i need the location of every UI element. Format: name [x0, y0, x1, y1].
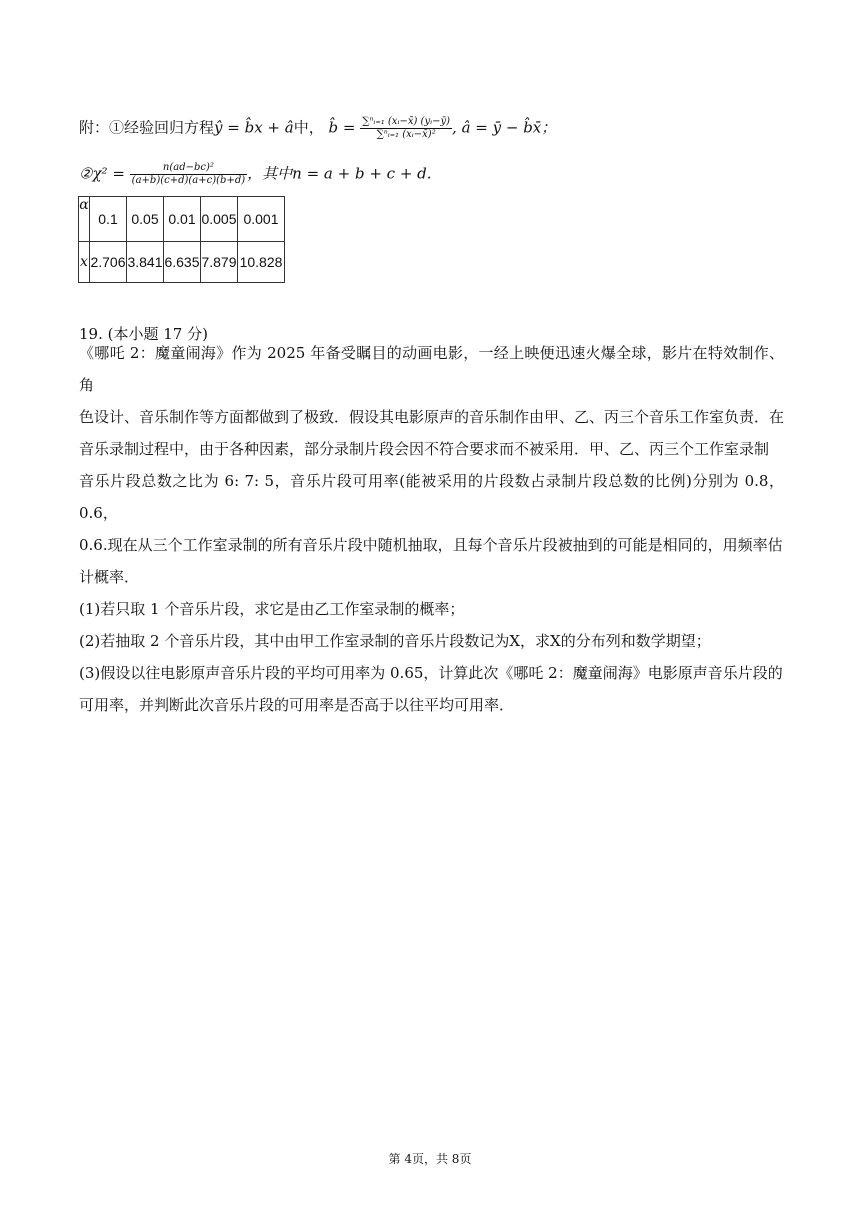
table-cell: 0.1 — [90, 197, 127, 242]
formula-prefix: 附：①经验回归方程 — [79, 118, 215, 137]
body-line: 《哪吒 2：魔童闹海》作为 2025 年备受瞩目的动画电影，一经上映便迅速火爆全球，影片在特效制作、角 — [79, 344, 784, 394]
b-hat-fraction — [360, 116, 452, 141]
table-cell: 0.001 — [238, 197, 285, 242]
page-footer: 第 4页，共 8页 — [388, 1152, 472, 1166]
table-cell: 0.01 — [164, 197, 201, 242]
body-line: 色设计、音乐制作等方面都做到了极致．假设其电影原声的音乐制作由甲、乙、丙三个音乐工作室负责．在 — [79, 408, 785, 426]
formula-regression — [79, 116, 556, 141]
question-part-2: (2)若抽取 2 个音乐片段，其中由甲工作室录制的音乐片段数记为X，求X的分布列和数学期望； — [79, 632, 711, 650]
body-line: 音乐录制过程中，由于各种因素，部分录制片段会因不符合要求而不被采用．甲、乙、丙三个工作室录制 — [79, 440, 770, 458]
critical-value-table — [78, 196, 285, 283]
regression-equation: ŷ = b̂x + â — [214, 118, 294, 137]
question-part-1: (1)若只取 1 个音乐片段，求它是由乙工作室录制的概率； — [79, 600, 465, 618]
table-cell: 0.05 — [127, 197, 164, 242]
chi-denominator: (a+b)(c+d)(a+c)(b+d) — [131, 175, 246, 186]
body-line: 音乐片段总数之比为 6: 7: 5，音乐片段可用率(能被采用的片段数占录制片段总数的比例)分别为 0.8，0.6， — [79, 472, 784, 522]
chi-fraction — [130, 162, 247, 187]
table-cell: 0.005 — [201, 197, 238, 242]
body-line: 计概率． — [79, 568, 140, 586]
table-cell: 10.828 — [238, 242, 285, 283]
table-cell: 7.879 — [201, 242, 238, 283]
chi-numerator: n(ad−bc)² — [130, 162, 247, 175]
question-title: 19. (本小题 17 分) — [79, 325, 208, 343]
body-line: 0.6.现在从三个工作室录制的所有音乐片段中随机抽取，且每个音乐片段被抽到的可能是相同的，用频率估 — [79, 536, 783, 554]
table-row-x — [79, 242, 285, 283]
a-hat-formula: , â = ȳ − b̂x̄； — [452, 118, 557, 137]
table-cell: 3.841 — [127, 242, 164, 283]
chi-suffix: ，其中n = a + b + c + d. — [247, 164, 432, 183]
b-hat-numerator: ∑ⁿᵢ₌₁ (xᵢ−x̄) (yᵢ−ȳ) — [362, 116, 451, 127]
b-hat-label: b̂ = — [328, 118, 356, 137]
formula-chi-square — [79, 162, 432, 187]
chi-label: ②χ² = — [79, 164, 125, 183]
row-header-alpha: α — [79, 197, 90, 242]
table-cell: 6.635 — [164, 242, 201, 283]
row-header-x: x — [79, 242, 90, 283]
question-body — [79, 323, 784, 721]
question-part-3-line-1: (3)假设以往电影原声音乐片段的平均可用率为 0.65，计算此次《哪吒 2：魔童闹海》电影原声音乐片段的 — [79, 664, 783, 682]
formula-mid: 中， — [293, 118, 324, 137]
table-row-alpha — [79, 197, 285, 242]
table-cell: 2.706 — [90, 242, 127, 283]
question-part-3-line-2: 可用率，并判断此次音乐片段的可用率是否高于以往平均可用率． — [79, 696, 515, 714]
b-hat-denominator: ∑ⁿᵢ₌₁ (xᵢ−x̄)² — [376, 129, 436, 140]
